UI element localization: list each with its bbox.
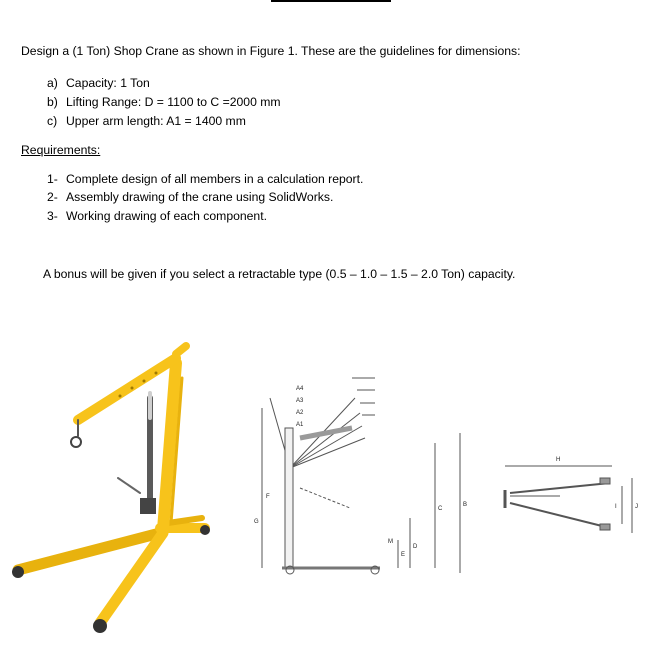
guideline-marker: a) — [47, 76, 58, 90]
shop-crane-image — [12, 346, 210, 633]
dim-label-g: G — [254, 519, 259, 525]
dim-label-i: I — [615, 504, 617, 510]
requirement-marker: 3- — [47, 209, 58, 223]
dim-label-j: J — [635, 504, 638, 510]
bonus-text: A bonus will be given if you select a retractable type (0.5 – 1.0 – 1.5 – 2.0 Ton) capacity. — [43, 267, 516, 281]
arm-label-a2: A2 — [296, 410, 304, 416]
arm-label-a3: A3 — [296, 398, 304, 404]
requirement-working-drawing: Working drawing of each component. — [66, 209, 267, 223]
dim-label-f: F — [266, 494, 270, 500]
arm-label-a4: A4 — [296, 386, 304, 392]
requirement-marker: 1- — [47, 172, 58, 186]
dim-label-h: H — [556, 457, 561, 463]
arm-label-a1: A1 — [296, 422, 304, 428]
dim-label-d: D — [413, 544, 418, 550]
dim-label-m: M — [388, 539, 393, 545]
requirement-calculation-report: Complete design of all members in a calculation report. — [66, 172, 364, 186]
top-view-drawing — [505, 466, 632, 533]
top-rule — [271, 0, 391, 2]
dim-label-b: B — [463, 502, 468, 508]
intro-text: Design a (1 Ton) Shop Crane as shown in Figure 1. These are the guidelines for dimensions: — [21, 44, 521, 58]
requirement-assembly-drawing: Assembly drawing of the crane using SolidWorks. — [66, 190, 334, 204]
guideline-lifting-range: Lifting Range: D = 1100 to C =2000 mm — [66, 95, 281, 109]
guideline-capacity: Capacity: 1 Ton — [66, 76, 150, 90]
guideline-marker: b) — [47, 95, 58, 109]
dim-label-c: C — [438, 506, 443, 512]
requirement-marker: 2- — [47, 190, 58, 204]
side-view-drawing — [262, 378, 460, 574]
figure-1 — [0, 318, 667, 643]
guideline-upper-arm: Upper arm length: A1 = 1400 mm — [66, 114, 246, 128]
figure-svg — [0, 318, 667, 643]
dim-label-e: E — [401, 552, 406, 558]
requirements-heading: Requirements: — [21, 143, 101, 157]
guideline-marker: c) — [47, 114, 58, 128]
